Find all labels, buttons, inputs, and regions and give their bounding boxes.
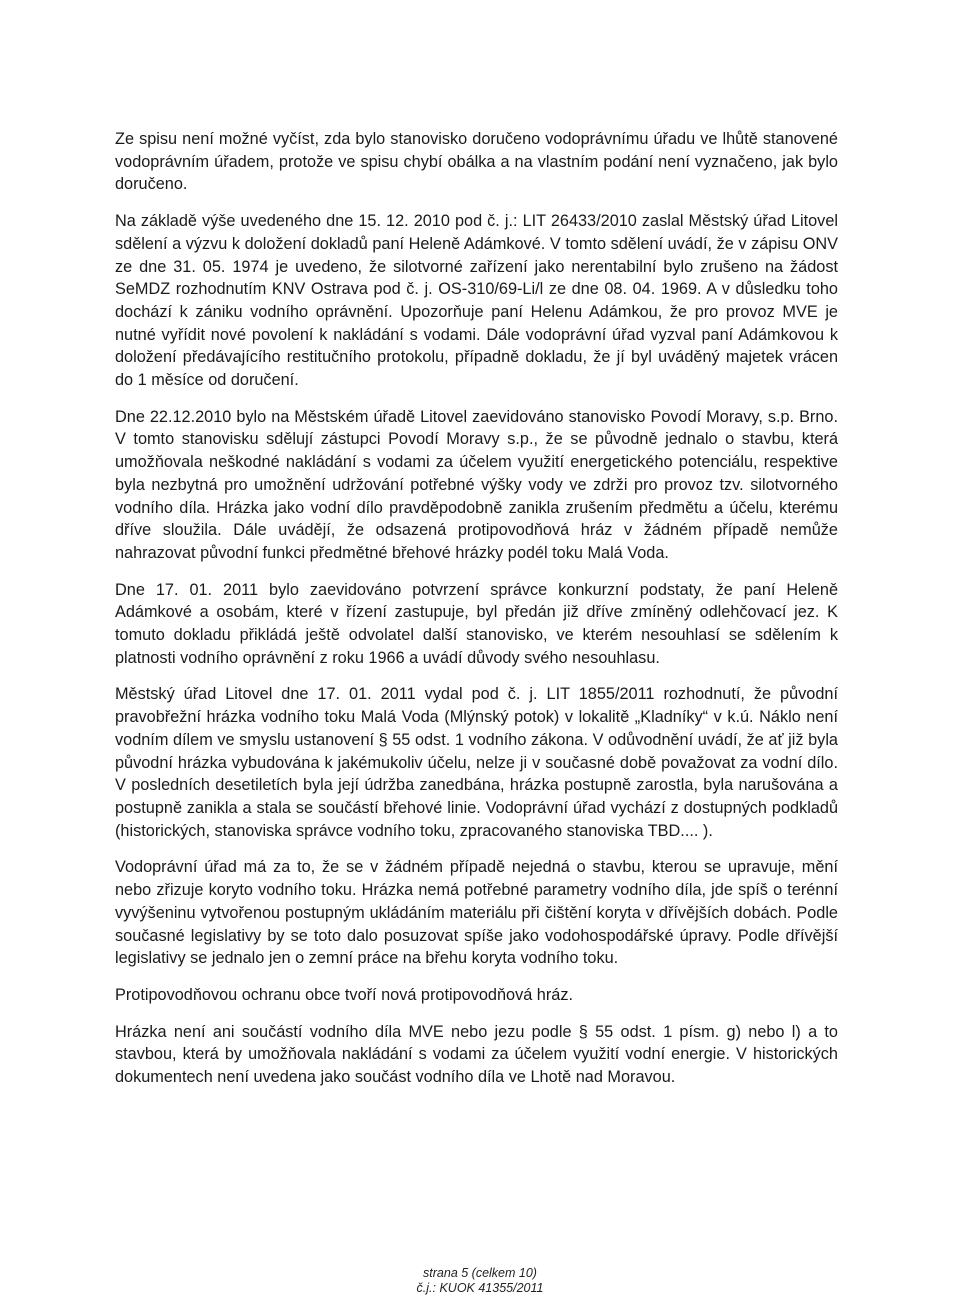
paragraph-gap — [115, 196, 838, 210]
paragraph-gap — [115, 1007, 838, 1021]
paragraph-gap — [115, 565, 838, 579]
document-body — [115, 128, 838, 1089]
paragraph-1: Ze spisu není možné vyčíst, zda bylo stanovisko doručeno vodoprávnímu úřadu ve lhůtě stanovené vodoprávním úřadem, protože ve spisu chybí obálka a na vlastním podání není vyznačeno, jak bylo doručeno. — [115, 130, 838, 194]
paragraph-2: Na základě výše uvedeného dne 15. 12. 2010 pod č. j.: LIT 26433/2010 zaslal Městský úřad Litovel sdělení a výzvu k doložení dokladů paní Heleně Adámkové. V tomto sdělení uvádí, že v zápisu ONV ze dne 31. 05. 1974 je uvedeno, že silotvorné zařízení jako nerentabilní bylo zrušeno na žádost SeMDZ rozhodnutím KNV Ostrava pod č. j. OS-310/69-Li/l ze dne 08. 04. 1969. A v důsledku toho dochází k zániku vodního oprávnění. Upozorňuje paní Helenu Adámkou, že pro provoz MVE je nutné vyřídit nové povolení k nakládání s vodami. Dále vodoprávní úřad vyzval paní Adámkovou k doložení předávajícího restitučního protokolu, případně dokladu, že jí byl uváděný majetek vrácen do 1 měsíce od doručení. — [115, 212, 838, 390]
paragraph-3: Dne 22.12.2010 bylo na Městském úřadě Litovel zaevidováno stanovisko Povodí Moravy, s.p. Brno. V tomto stanovisku sdělují zástupci Povodí Moravy s.p., že se původně jednalo o stavbu, která umožňovala neškodné nakládání s vodami za účelem využití energetického potenciálu, respektive byla nezbytná pro umožnění udržování potřebné výšky vody ve zdrži pro provoz tzv. silotvorného vodního díla. Hrázka jako vodní dílo pravděpodobně zanikla zrušením předmětu a účelu, kterému dříve sloužila. Dále uvádějí, že odsazená protipovodňová hráz v žádném případě nemůže nahrazovat původní funkci předmětné břehové hrázky podél toku Malá Voda. — [115, 407, 838, 562]
paragraph-8: Hrázka není ani součástí vodního díla MVE nebo jezu podle § 55 odst. 1 písm. g) nebo l) a to stavbou, která by umožňovala nakládání s vodami za účelem využití vodní energie. V historických dokumentech není uvedena jako součást vodního díla ve Lhotě nad Moravou. — [115, 1022, 838, 1087]
paragraph-5: Městský úřad Litovel dne 17. 01. 2011 vydal pod č. j. LIT 1855/2011 rozhodnutí, že původní pravobřežní hrázka vodního toku Malá Voda (Mlýnský potok) v lokalitě „Kladníky“ v k.ú. Náklo není vodním dílem ve smyslu ustanovení § 55 odst. 1 vodního zákona. V odůvodnění uvádí, že ať již byla původní hrázka vybudována k jakémukoliv účelu, nelze ji v současné době považovat za vodní dílo. V posledních desetiletích byla její údržba zanedbána, hrázka postupně zarostla, byla narušována a postupně zanikla a stala se součástí břehové linie. Vodoprávní úřad vychází z dostupných podkladů (historických, stanoviska správce vodního toku, zpracovaného stanoviska TBD.... ). — [115, 685, 838, 840]
reference-number: č.j.: KUOK 41355/2011 — [416, 1281, 544, 1295]
page-number: strana 5 (celkem 10) — [423, 1266, 537, 1280]
paragraph-gap — [115, 669, 838, 683]
paragraph-7: Protipovodňovou ochranu obce tvoří nová protipovodňová hráz. — [115, 985, 573, 1004]
paragraph-gap — [115, 842, 838, 856]
paragraph-gap — [115, 970, 838, 984]
paragraph-4: Dne 17. 01. 2011 bylo zaevidováno potvrzení správce konkurzní podstaty, že paní Heleně Adámkové a osobám, které v řízení zastupuje, byl předán již dříve zmíněný odlehčovací jez. K tomuto dokladu přikládá ještě odvolatel další stanovisko, ve kterém nesouhlasí se sdělením k platnosti vodního oprávnění z roku 1966 a uvádí důvody svého nesouhlasu. — [115, 580, 838, 667]
paragraph-6: Vodoprávní úřad má za to, že se v žádném případě nejedná o stavbu, kterou se upravuje, mění nebo zřizuje koryto vodního toku. Hrázka nemá potřebné parametry vodního díla, jde spíš o terénní vyvýšeninu vytvořenou postupným ukládáním materiálu při čištění koryta v dřívějších dobách. Podle současné legislativy by se toto dalo posuzovat spíše jako vodohospodářské úpravy. Podle dřívější legislativy se jednalo jen o zemní práce na břehu koryta vodního toku. — [115, 858, 838, 968]
paragraph-gap — [115, 392, 838, 406]
